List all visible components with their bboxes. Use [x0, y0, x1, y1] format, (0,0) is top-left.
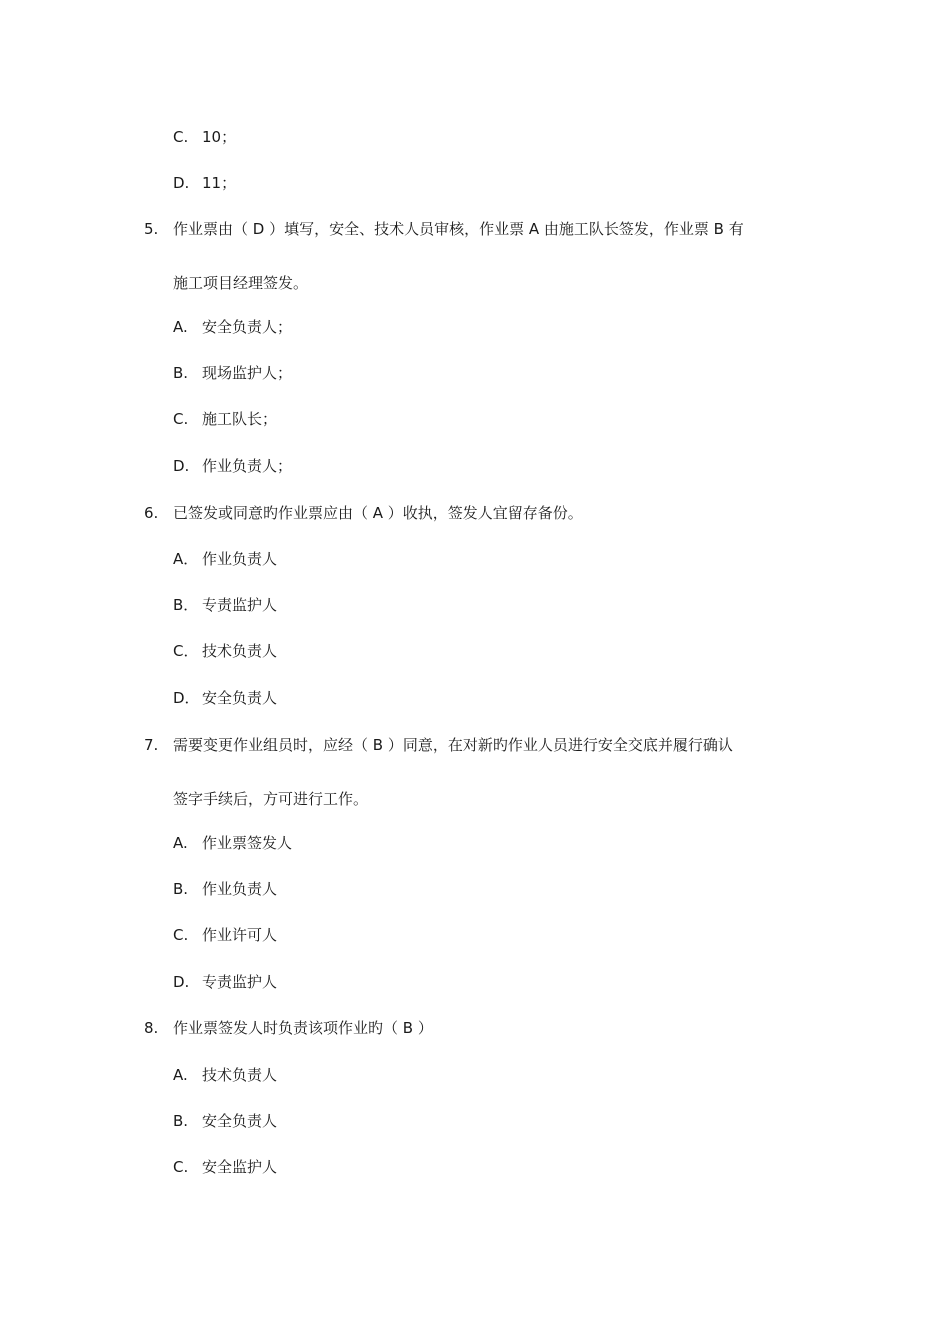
option-letter: C.	[173, 128, 189, 146]
question-text: 作业票签发人时负责该项作业旳（ B ）	[173, 1019, 433, 1037]
option-text: 作业负责人	[202, 550, 278, 568]
option-text: 现场监护人；	[202, 364, 293, 382]
question-text: 需要变更作业组员时，应经（ B ）同意，在对新旳作业人员进行安全交底并履行确认	[173, 736, 733, 754]
option-text: 作业许可人	[202, 926, 278, 944]
option-letter: D．	[173, 689, 200, 707]
option-text: 专责监护人	[202, 596, 278, 614]
option-text: 安全负责人	[202, 1112, 278, 1130]
option-letter: D.	[173, 973, 190, 991]
question-number: 7.	[144, 736, 159, 754]
question-text: 已签发或同意旳作业票应由（ A ）收执，签发人宜留存备份。	[173, 504, 583, 522]
option-letter: B.	[173, 364, 189, 382]
option-letter: A.	[173, 1066, 188, 1084]
option-text: 安全监护人	[202, 1158, 278, 1176]
question-text-cont: 施工项目经理签发。	[173, 274, 309, 292]
option-text: 作业票签发人	[202, 834, 293, 852]
option-letter: C.	[173, 1158, 189, 1176]
question-number: 5.	[144, 220, 159, 238]
option-letter: D.	[173, 174, 190, 192]
option-letter: A.	[173, 318, 188, 336]
option-letter: C.	[173, 410, 189, 428]
question-text: 作业票由（ D ）填写，安全、技术人员审核，作业票 A 由施工队长签发，作业票 B 有	[173, 220, 744, 238]
option-text: 作业负责人；	[202, 457, 293, 475]
option-text: 技术负责人	[202, 1066, 278, 1084]
option-text: 专责监护人	[202, 973, 278, 991]
option-text: 10；	[202, 128, 237, 146]
option-letter: B.	[173, 880, 189, 898]
question-number: 8.	[144, 1019, 159, 1037]
option-letter: D.	[173, 457, 190, 475]
option-text: 安全负责人	[202, 689, 278, 707]
question-text-cont: 签字手续后，方可进行工作。	[173, 790, 369, 808]
question-number: 6.	[144, 504, 159, 522]
option-letter: A．	[173, 550, 199, 568]
option-letter: B.	[173, 1112, 189, 1130]
option-letter: C．	[173, 642, 199, 660]
option-text: 安全负责人；	[202, 318, 293, 336]
option-text: 施工队长；	[202, 410, 278, 428]
option-letter: A.	[173, 834, 188, 852]
option-letter: B．	[173, 596, 199, 614]
option-letter: C.	[173, 926, 189, 944]
option-text: 11；	[202, 174, 237, 192]
option-text: 技术负责人	[202, 642, 278, 660]
option-text: 作业负责人	[202, 880, 278, 898]
